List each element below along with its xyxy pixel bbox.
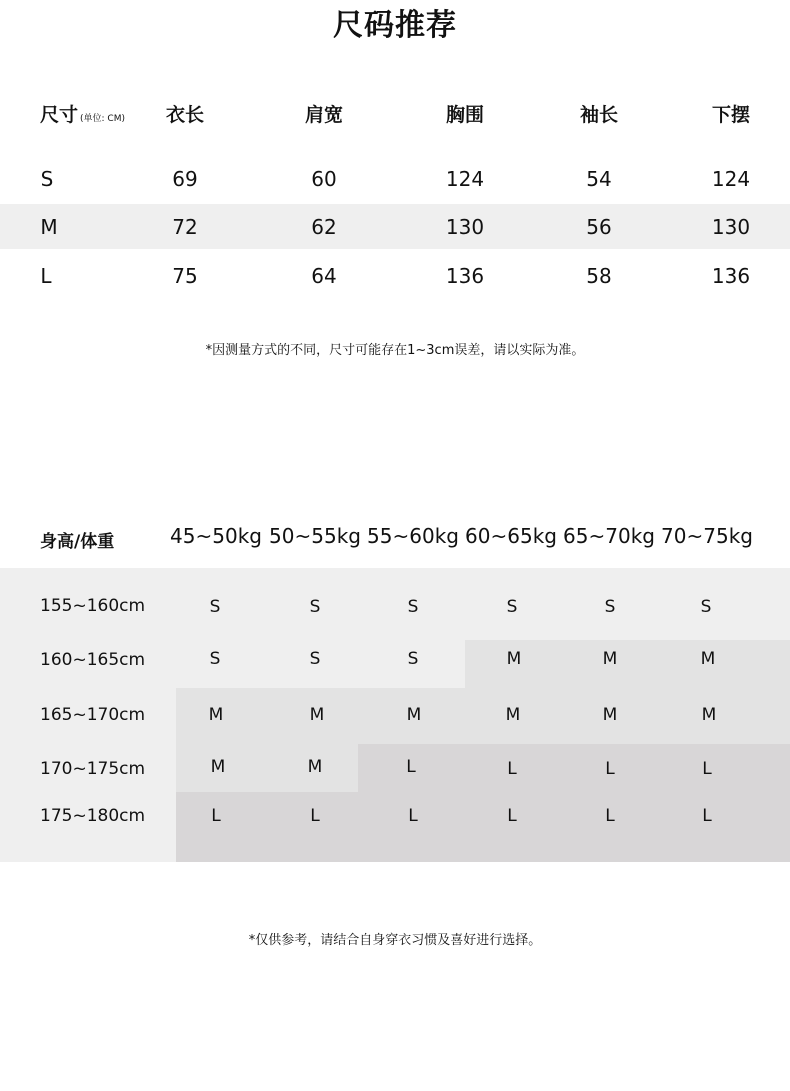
size-header-label: [40, 100, 125, 127]
table-cell: 60: [311, 167, 337, 191]
height-label: 170~175cm: [40, 759, 146, 779]
size-cell: L: [702, 759, 712, 779]
weight-header: 60~65kg: [465, 524, 557, 548]
table-cell: 58: [586, 264, 612, 288]
size-cell: S: [700, 597, 712, 617]
size-cell: S: [209, 597, 221, 617]
size-cell: L: [408, 806, 418, 826]
weight-header: 65~70kg: [563, 524, 655, 548]
table-cell: 69: [172, 167, 198, 191]
weight-header: 55~60kg: [367, 524, 459, 548]
size-cell: M: [210, 757, 226, 777]
table-cell: 62: [311, 215, 337, 239]
size-cell: M: [602, 649, 618, 669]
size-cell: M: [506, 649, 522, 669]
table-cell: 136: [711, 264, 751, 288]
page-title: 尺码推荐: [333, 8, 457, 43]
size-cell: L: [702, 806, 712, 826]
height-label: 155~160cm: [40, 596, 146, 616]
table-cell: 130: [445, 215, 485, 239]
zone-size-m: [176, 688, 790, 744]
zone-size-m: [176, 744, 358, 792]
height-weight-header: 身高/体重: [40, 532, 115, 552]
weight-header: 70~75kg: [661, 524, 753, 548]
size-cell: M: [700, 649, 716, 669]
table-cell: 124: [711, 167, 751, 191]
column-header-length: 衣长: [165, 104, 205, 126]
size-label: L: [40, 264, 52, 288]
size-cell: M: [505, 705, 521, 725]
size-cell: L: [605, 806, 615, 826]
table-cell: 72: [172, 215, 198, 239]
size-cell: S: [506, 597, 518, 617]
size-cell: M: [307, 757, 323, 777]
size-cell: L: [406, 757, 416, 777]
table-cell: 54: [586, 167, 612, 191]
size-cell: M: [208, 705, 224, 725]
size-cell: L: [310, 806, 320, 826]
weight-header: 50~55kg: [269, 524, 361, 548]
height-label: 160~165cm: [40, 650, 146, 670]
table-cell: 64: [311, 264, 337, 288]
column-header-sleeve: 袖长: [579, 104, 619, 126]
row-highlight-band: [0, 204, 790, 249]
zone-size-l: [176, 792, 790, 862]
size-cell: L: [211, 806, 221, 826]
size-label: M: [40, 215, 58, 239]
table-cell: 124: [445, 167, 485, 191]
size-cell: M: [406, 705, 422, 725]
column-header-chest: 胸围: [445, 104, 485, 126]
size-cell: S: [407, 649, 419, 669]
table-cell: 56: [586, 215, 612, 239]
size-cell: S: [309, 597, 321, 617]
size-cell: S: [604, 597, 616, 617]
size-cell: S: [309, 649, 321, 669]
size-cell: M: [701, 705, 717, 725]
unit-label: (单位: CM): [80, 114, 125, 124]
size-cell: L: [507, 759, 517, 779]
zone-size-l: [358, 744, 790, 792]
column-header-hem: 下摆: [711, 104, 751, 126]
size-cell: L: [605, 759, 615, 779]
size-cell: M: [602, 705, 618, 725]
height-label: 175~180cm: [40, 806, 146, 826]
size-cell: S: [209, 649, 221, 669]
size-header-text: 尺寸: [40, 104, 79, 126]
size-label: S: [40, 167, 54, 191]
weight-header: 45~50kg: [170, 524, 262, 548]
reference-note: *仅供参考，请结合自身穿衣习惯及喜好进行选择。: [248, 933, 542, 948]
measurement-note: *因测量方式的不同，尺寸可能存在1~3cm误差，请以实际为准。: [205, 343, 585, 358]
table-cell: 136: [445, 264, 485, 288]
table-cell: 75: [172, 264, 198, 288]
column-header-shoulder: 肩宽: [304, 104, 344, 126]
table-cell: 130: [711, 215, 751, 239]
size-cell: S: [407, 597, 419, 617]
size-cell: M: [309, 705, 325, 725]
size-cell: L: [507, 806, 517, 826]
height-label: 165~170cm: [40, 705, 146, 725]
